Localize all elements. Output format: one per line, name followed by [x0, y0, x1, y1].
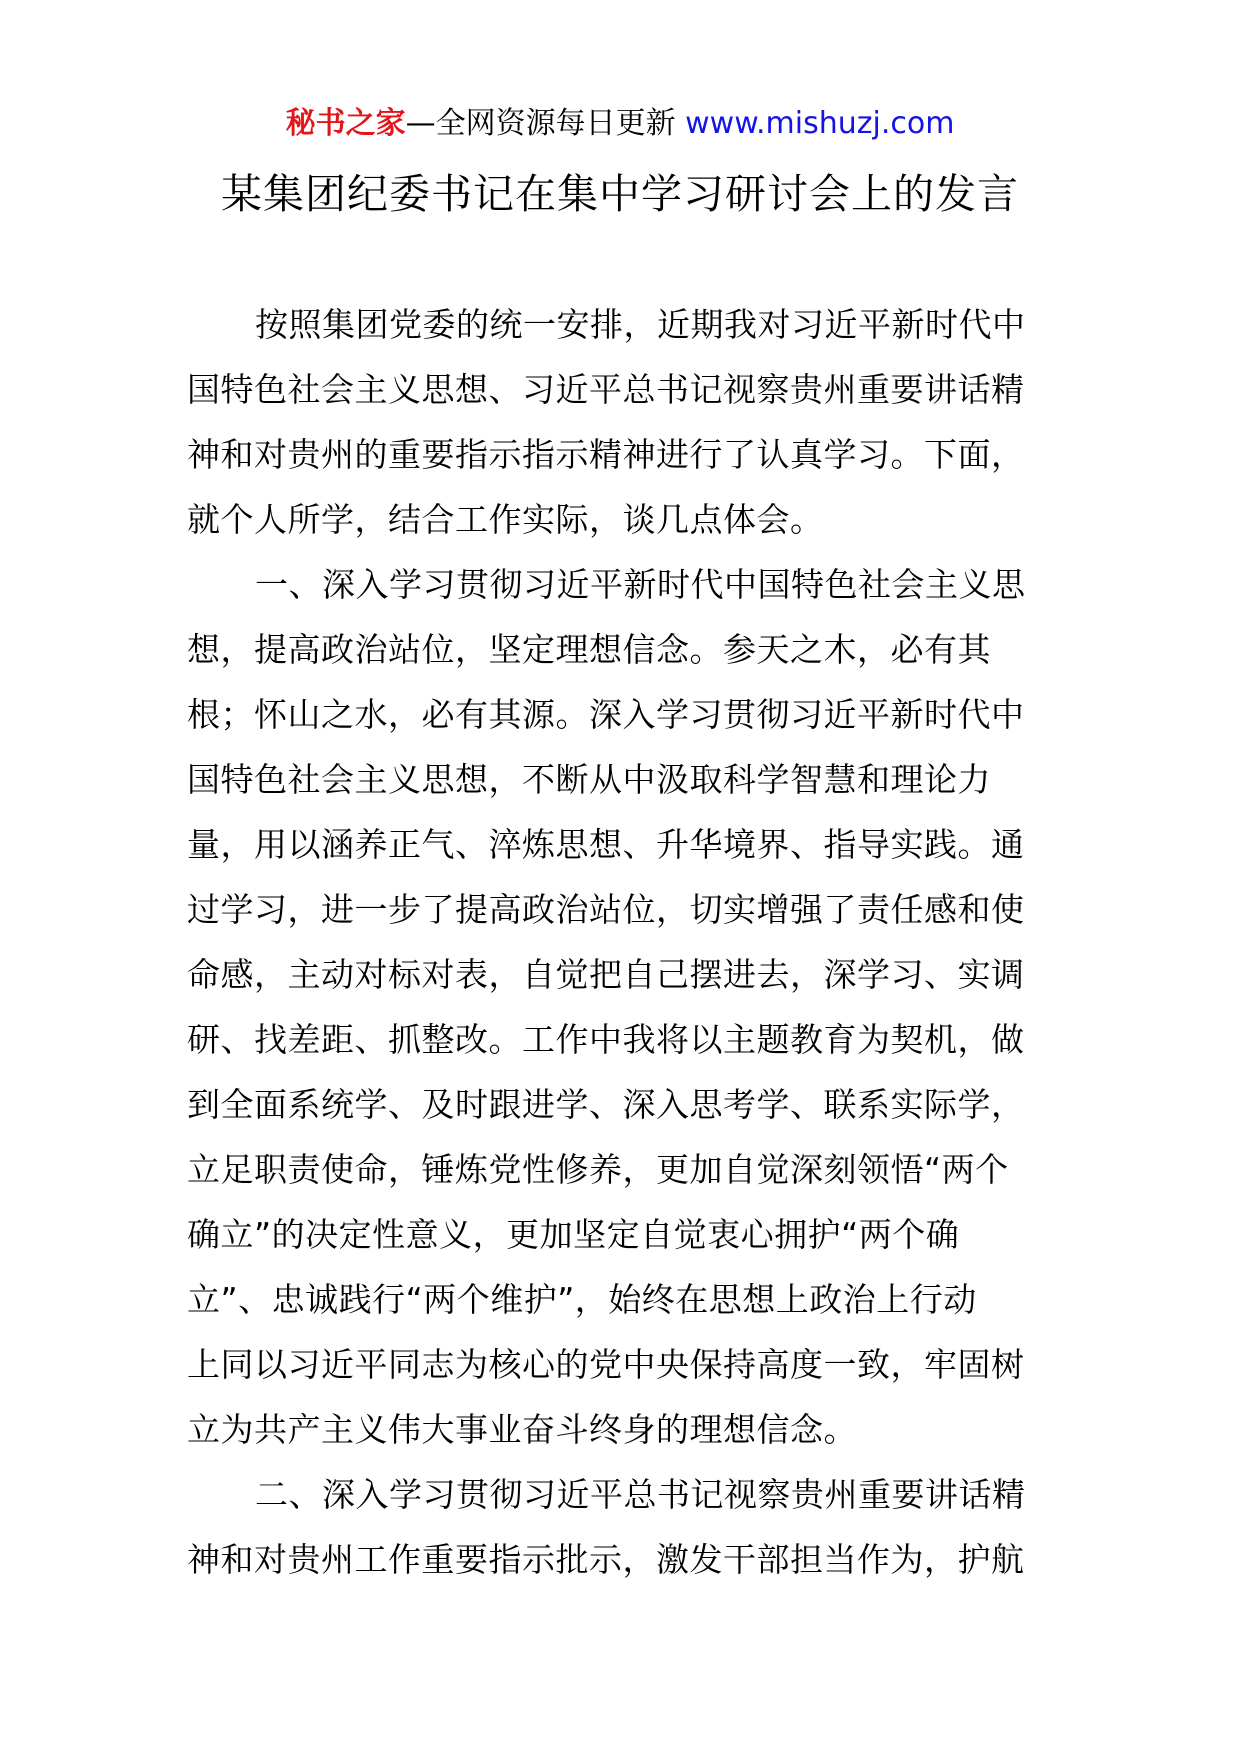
paragraph-line: 到全面系统学、及时跟进学、深入思考学、联系实际学，	[187, 1085, 1025, 1124]
paragraph-line: 国特色社会主义思想，不断从中汲取科学智慧和理论力	[187, 760, 991, 799]
site-brand: 秘书之家	[285, 106, 406, 141]
document-title: 某集团纪委书记在集中学习研讨会上的发言	[221, 170, 1019, 218]
paragraph-line: 国特色社会主义思想、习近平总书记视察贵州重要讲话精	[187, 370, 1025, 409]
paragraph-line: 研、找差距、抓整改。工作中我将以主题教育为契机，做	[187, 1020, 1025, 1059]
paragraph-line: 确立”的决定性意义，更加坚定自觉衷心拥护“两个确	[187, 1215, 960, 1254]
document-body	[187, 292, 1057, 1592]
paragraph-line: 立”、忠诚践行“两个维护”，始终在思想上政治上行动	[187, 1280, 977, 1319]
site-url-link[interactable]: www.mishuzj.com	[685, 106, 955, 141]
paragraph-line: 量，用以涵养正气、淬炼思想、升华境界、指导实践。通	[187, 825, 1025, 864]
paragraph-line: 根；怀山之水，必有其源。深入学习贯彻习近平新时代中	[187, 695, 1025, 734]
paragraph-line: 上同以习近平同志为核心的党中央保持高度一致，牢固树	[187, 1345, 1025, 1384]
site-header	[0, 104, 1240, 144]
paragraph-line: 神和对贵州工作重要指示批示，激发干部担当作为，护航	[187, 1540, 1025, 1579]
section-heading-line: 一、深入学习贯彻习近平新时代中国特色社会主义思	[255, 565, 1026, 604]
site-slogan: —全网资源每日更新	[405, 106, 686, 141]
paragraph-line: 命感，主动对标对表，自觉把自己摆进去，深学习、实调	[187, 955, 1025, 994]
paragraph-line: 立为共产主义伟大事业奋斗终身的理想信念。	[187, 1410, 857, 1449]
paragraph-line: 过学习，进一步了提高政治站位，切实增强了责任感和使	[187, 890, 1025, 929]
paragraph-line: 神和对贵州的重要指示指示精神进行了认真学习。下面，	[187, 435, 1025, 474]
paragraph-line: 就个人所学，结合工作实际，谈几点体会。	[187, 500, 824, 539]
paragraph-line: 按照集团党委的统一安排，近期我对习近平新时代中	[255, 305, 1026, 344]
paragraph-line: 想，提高政治站位，坚定理想信念。参天之木，必有其	[187, 630, 991, 669]
paragraph-line: 立足职责使命，锤炼党性修养，更加自觉深刻领悟“两个	[187, 1150, 1009, 1189]
section-heading-line: 二、深入学习贯彻习近平总书记视察贵州重要讲话精	[255, 1475, 1026, 1514]
